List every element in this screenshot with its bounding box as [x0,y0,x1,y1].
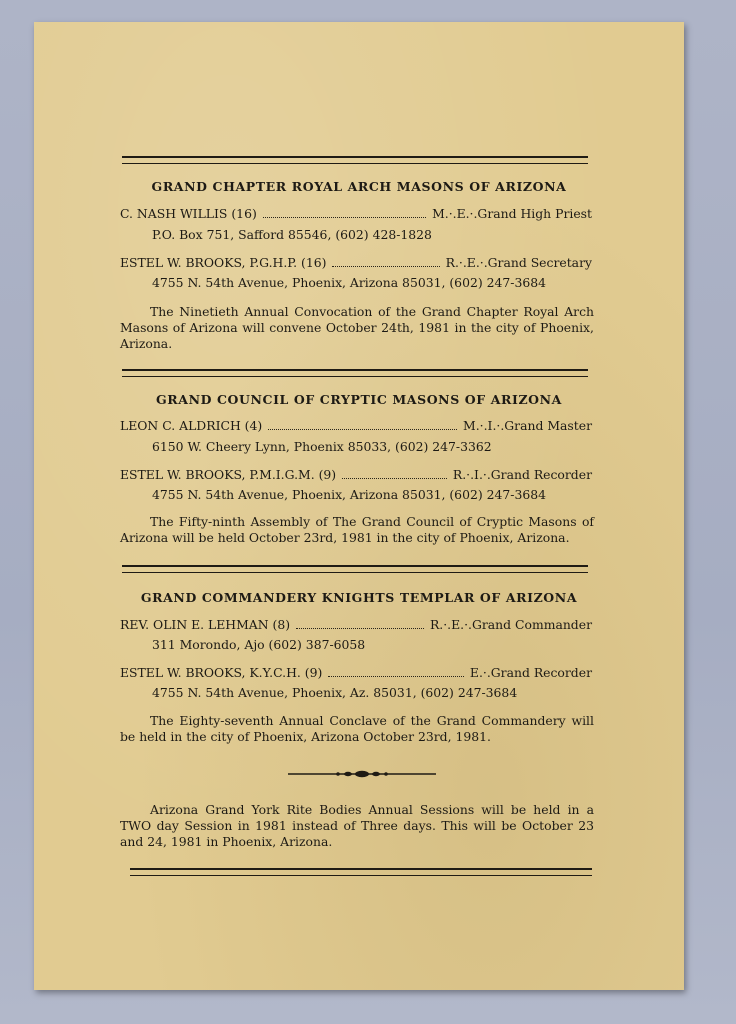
officer-title: M.·.E.·.Grand High Priest [432,206,592,221]
officer-title: R.·.E.·.Grand Secretary [445,255,592,270]
officer-line [120,418,592,433]
officer-name: ESTEL W. BROOKS, K.Y.C.H. (9) [120,665,323,680]
officer-address: 4755 N. 54th Avenue, Phoenix, Az. 85031, (602) 247-3684 [152,685,518,700]
officer-line [120,206,592,221]
section-divider [122,565,588,573]
closing-announcement: Arizona Grand York Rite Bodies Annual Sessions will be held in a TWO day Session in 1981 instead of Three days. This will be October 23 and 24, 1981 in Phoenix, Arizona. [120,802,594,849]
officer-title: R.·.E.·.Grand Commander [429,617,592,632]
section-note: The Fifty-ninth Assembly of The Grand Council of Cryptic Masons of Arizona will be held October 23rd, 1981 in the city of Phoenix, Arizona. [120,514,594,545]
officer-title: R.·.I.·.Grand Recorder [452,467,592,482]
section-heading-royal-arch: GRAND CHAPTER ROYAL ARCH MASONS OF ARIZONA [151,179,567,194]
officer-address: 311 Morondo, Ajo (602) 387-6058 [152,637,366,652]
section-heading-cryptic: GRAND COUNCIL OF CRYPTIC MASONS OF ARIZONA [156,392,562,407]
officer-name: C. NASH WILLIS (16) [120,206,257,221]
officer-address: P.O. Box 751, Safford 85546, (602) 428-1828 [152,227,432,242]
officer-line [120,617,592,632]
dot-leader [332,259,439,267]
section-heading-knights-templar: GRAND COMMANDERY KNIGHTS TEMPLAR OF ARIZONA [140,590,578,605]
officer-name: ESTEL W. BROOKS, P.G.H.P. (16) [120,255,327,270]
dot-leader [268,422,457,430]
officer-title: E.·.Grand Recorder [469,665,592,680]
printed-page [34,22,684,990]
officer-line [120,467,592,482]
section-note: The Ninetieth Annual Convocation of the Grand Chapter Royal Arch Masons of Arizona will convene October 24th, 1981 in the city of Phoenix, Arizona. [120,304,594,351]
officer-address: 4755 N. 54th Avenue, Phoenix, Arizona 85031, (602) 247-3684 [152,275,546,290]
officer-name: ESTEL W. BROOKS, P.M.I.G.M. (9) [120,467,337,482]
bottom-divider [130,868,592,876]
section-divider [122,156,588,164]
dot-leader [263,210,426,218]
officer-name: REV. OLIN E. LEHMAN (8) [120,617,291,632]
dot-leader [342,471,447,479]
officer-address: 6150 W. Cheery Lynn, Phoenix 85033, (602) 247-3362 [152,439,492,454]
ornamental-divider [288,768,436,780]
dot-leader [328,669,464,677]
officer-line [120,665,592,680]
section-divider [122,369,588,377]
officer-line [120,255,592,270]
dot-leader [296,621,424,629]
officer-address: 4755 N. 54th Avenue, Phoenix, Arizona 85031, (602) 247-3684 [152,487,546,502]
officer-title: M.·.I.·.Grand Master [463,418,592,433]
section-note: The Eighty-seventh Annual Conclave of the Grand Commandery will be held in the city of Phoenix, Arizona October 23rd, 1981. [120,713,594,744]
officer-name: LEON C. ALDRICH (4) [120,418,263,433]
